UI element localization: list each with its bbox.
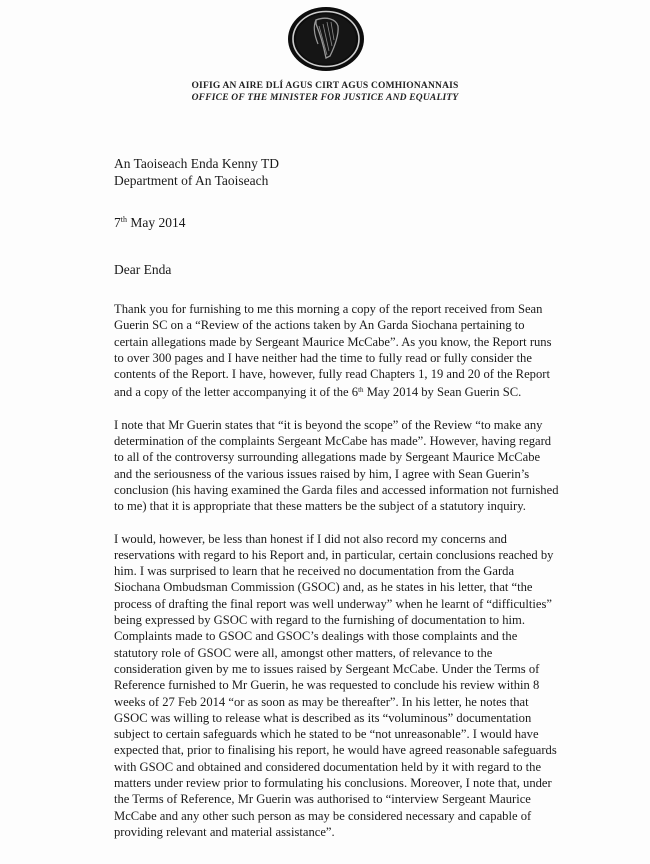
letter-body: [114, 301, 560, 856]
date-month-year: May 2014: [130, 215, 186, 230]
harp-crest-icon: [286, 4, 366, 74]
date-suffix: th: [120, 215, 127, 224]
department-name-english: OFFICE OF THE MINISTER FOR JUSTICE AND EQUALITY: [191, 93, 459, 103]
paragraph-2: I note that Mr Guerin states that “it is beyond the scope” of the Review “to make any determination of the complaints Sergeant McCabe has made”. However, having regard to all of the controversy surrounding allegations made by Sergeant Maurice McCabe and the seriousness of the various issues raised by him, I agree with Sean Guerin’s conclusion (his having examined the Garda files and accessed information not furnished to me) that it is appropriate that these matters be the subject of a statutory inquiry.: [114, 417, 559, 514]
department-name-irish: OIFIG AN AIRE DLÍ AGUS CIRT AGUS COMHIONANNAIS: [191, 81, 459, 91]
addressee-department: Department of An Taoiseach: [114, 173, 269, 188]
department-header: [0, 80, 650, 104]
addressee-name: An Taoiseach Enda Kenny TD: [114, 156, 280, 171]
letter-date: [114, 215, 185, 231]
paragraph-1: [114, 301, 560, 401]
paragraph-3: I would, however, be less than honest if I did not also record my concerns and reservations with regard to his Report and, in particular, certain conclusions reached by him. I was surprised to learn that he received no documentation from the Garda Siochana Ombudsman Commission (GSOC) and, as he states in his letter, that “the process of drafting the final report was well underway” when he learnt of “difficulties” being expressed by GSOC with regard to the furnishing of documentation to him. Complaints made to GSOC and GSOC’s dealings with those complaints and the statutory role of GSOC were all, amongst other matters, of relevance to the consideration given by me to issues raised by Sergeant McCabe. Under the Terms of Reference furnished to Mr Guerin, he was requested to conclude his review within 8 weeks of 27 Feb 2014 “or as soon as may be thereafter”. In his letter, he notes that GSOC was willing to release what is described as its “voluminous” documentation subject to certain safeguards which he stated to be “not unreasonable”. I would have expected that, prior to finalising his report, he would have agreed reasonable safeguards with GSOC and obtained and considered documentation held by it with regard to the matters under review prior to formulating his conclusions. Moreover, I note that, under the Terms of Reference, Mr Guerin was authorised to “interview Sergeant Maurice McCabe and any other such person as may be considered necessary and capable of providing relevant and material assistance”.: [114, 531, 557, 839]
salutation: Dear Enda: [114, 262, 172, 277]
paragraph-1-text-end: May 2014 by Sean Guerin SC.: [363, 385, 522, 400]
date-day: 7: [114, 215, 121, 230]
addressee-block: [114, 155, 279, 189]
paragraph-1-sup: th: [358, 386, 364, 395]
paragraph-1-text: Thank you for furnishing to me this morning a copy of the report received from Sean Guerin SC on a “Review of the actions taken by An Garda Siochana pertaining to certain allegations made by Sergeant Maurice McCabe”. As you know, the Report runs to over 300 pages and I have neither had the time to fully read or fully consider the contents of the Report. I have, however, fully read Chapters 1, 19 and 20 of the Report and a copy of the letter accompanying it of the 6: [114, 302, 552, 400]
